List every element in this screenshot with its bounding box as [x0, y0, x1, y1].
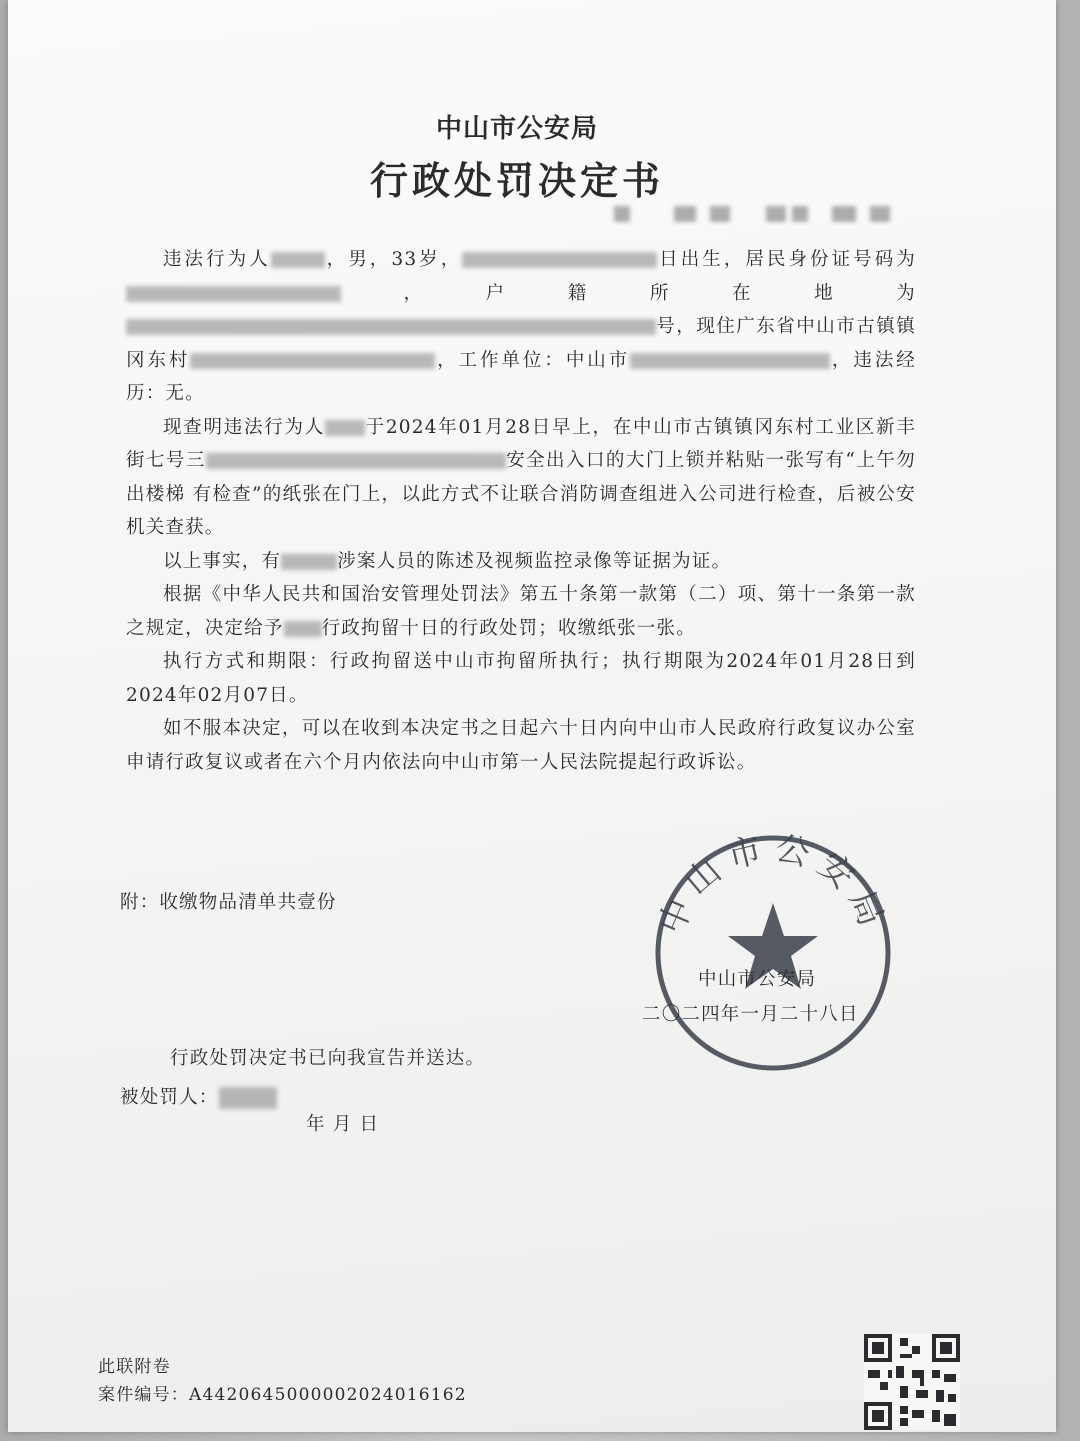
redacted-signature: [219, 1087, 277, 1109]
redaction: [190, 353, 435, 369]
recipient-label: 被处罚人：: [120, 1083, 277, 1109]
official-seal-icon: [648, 828, 898, 1078]
signing-date: 二〇二四年一月二十八日: [642, 1004, 859, 1025]
redaction: [206, 453, 506, 469]
redaction: [630, 353, 830, 369]
decision-body: [126, 243, 916, 779]
receipt-statement: 行政处罚决定书已向我宣告并送达。: [170, 1048, 486, 1069]
paragraph-appeal: 如不服本决定，可以在收到本决定书之日起六十日内向中山市人民政府行政复议办公室申请行政复议或者在六个月内依法向中山市第一人民法院提起行政诉讼。: [126, 718, 916, 773]
receipt-date-fields: 年 月 日: [306, 1114, 380, 1135]
redaction: [462, 252, 657, 268]
document-page: [8, 0, 1056, 1432]
redacted-document-number: [614, 204, 904, 226]
signing-agency: 中山市公安局: [698, 969, 817, 990]
paragraph-legal-basis: 根据《中华人民共和国治安管理处罚法》第五十条第一款第（二）项、第十一条第一款之规定，决定给予 行政拘留十日的行政处罚；收缴纸张一张。: [126, 584, 916, 639]
paragraph-offender-info: 违法行为人 ，男，33岁， 日出生，居民身份证号码为，户籍所在地为号，现住广东省中山市古镇镇冈东村 ，工作单位：中山市 ，违法经历：无。: [126, 249, 916, 404]
case-number: 案件编号：A4420645000002024016162: [98, 1385, 467, 1405]
redaction: [281, 554, 337, 570]
redaction: [126, 286, 341, 302]
file-copy-note: 此联附卷: [98, 1357, 171, 1377]
issuing-agency: 中山市公安局: [435, 114, 598, 144]
attachment-note: 附：收缴物品清单共壹份: [120, 892, 337, 913]
redaction: [325, 420, 365, 436]
paragraph-facts: 现查明违法行为人 于2024年01月28日早上，在中山市古镇镇冈东村工业区新丰街七号三 安全出入口的大门上锁并粘贴一张写有“上午勿出楼梯 有检查”的纸张在门上，以此方式不让联合消防调查组进入公司进行检查，后被公安机关查获。: [126, 416, 916, 538]
redaction: [284, 621, 322, 637]
paragraph-evidence: 以上事实，有 涉案人员的陈述及视频监控录像等证据为证。: [163, 550, 732, 572]
redaction: [271, 252, 325, 268]
document-title: 行政处罚决定书: [369, 158, 664, 203]
redaction: [126, 319, 656, 335]
qr-code-icon: [864, 1334, 960, 1430]
paragraph-execution: 执行方式和期限：行政拘留送中山市拘留所执行；执行期限为2024年01月28日到2024年02月07日。: [126, 651, 916, 706]
svg-text:中山市公安局: 中山市公安局: [651, 828, 895, 941]
